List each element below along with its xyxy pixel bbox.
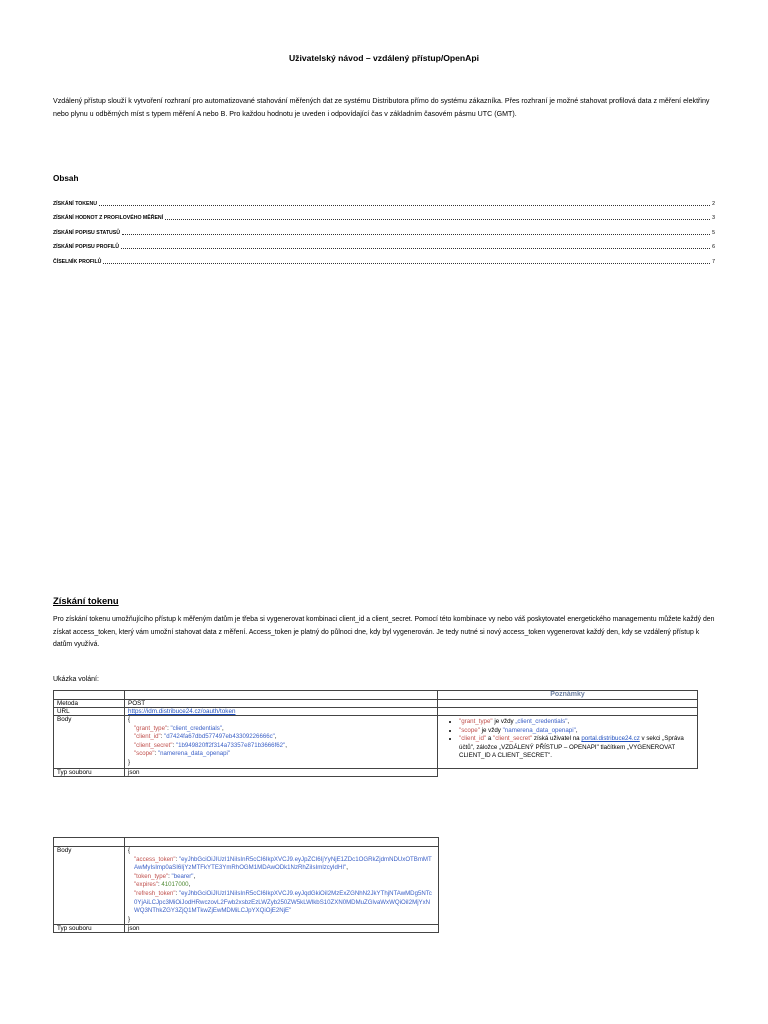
intro-paragraph: Vzdálený přístup slouží k vytvoření rozhraní pro automatizované stahování měřených dat ze systému Distributora přímo do systému zákazníka. Přes rozhraní je možné stahovat profilová data z měření elektřiny nebo plynu u odběrných míst s typem měření A nebo B. Pro každou hodnotu je uveden i odpovídající čas v základním časovém pásmu UTC (GMT).: [53, 97, 710, 118]
request-table: [53, 690, 698, 777]
toc-item-label: ZÍSKÁNÍ HODNOT Z PROFILOVÉHO MĚŘENÍ: [53, 215, 164, 221]
portal-link[interactable]: portal.distribuce24.cz: [581, 735, 640, 743]
json-line: "scope": "namerena_data_openapi": [134, 750, 231, 758]
url-link[interactable]: https://idm.distribuce24.cz/oauth/token: [128, 708, 236, 715]
json-line: "client_id": "d7424fa67dbd577497eb43309226666c",: [134, 733, 277, 741]
json-brace: {: [128, 847, 131, 854]
notes-empty-cell: [438, 700, 698, 708]
json-line: "refresh_token": "eyJhbGciOiJIUzI1NiIsInR5cCI6IkpXVCJ9.eyJqdGkiOiI2MzExZGNhN2JkYThjNTAwMDg5NTc0YjAiLCJpc3MiOiJodHRwczovL2Fwb2xsbzEzLWZyb250ZW5kLWlkbS10ZXN0MDMuZGlvaWxWQiOiI2MjYxNWQ3NThkZGY3ZjQ1MTkwZjEwMDMiLCJpYXQiOjE2NjE": [134, 889, 432, 915]
toc-item[interactable]: [53, 207, 715, 222]
toc-item-page: 3: [712, 215, 715, 221]
section-heading: Získání tokenu: [53, 595, 119, 606]
notes-empty-cell: [438, 768, 698, 776]
filetype-value: json: [125, 768, 438, 776]
header-empty-cell: [125, 838, 439, 847]
toc-item-page: 2: [712, 200, 715, 207]
toc-leader: [103, 263, 710, 264]
toc-leader: [122, 234, 710, 235]
json-brace: {: [128, 716, 131, 723]
json-line: "access_token": "eyJhbGciOiJIUzI1NiIsInR5cCI6IkpXVCJ9.eyJpZCI6IjYyNjE1ZDc1OGRkZjdmNDUxOTBmMTAwMyIsImp0aSI6IjYzMTFkYTE3YmRhOGM1MDAwODk1NzRhZiIsImlzcyIdHI",: [134, 855, 432, 872]
note-item: • "scope" je vždy "namerena_data_openapi",: [459, 727, 694, 736]
toc-item-label: ZÍSKÁNÍ TOKENU: [53, 200, 97, 207]
url-label: URL: [54, 708, 125, 716]
toc-item-label: ZÍSKÁNÍ POPISU PROFILŮ: [53, 244, 120, 250]
json-line: "token_type": "bearer",: [134, 872, 196, 880]
json-line: "grant_type": "client_credentials",: [134, 724, 224, 732]
note-item: • "client_id" a "client_secret" získá uživatel na portal.distribuce24.cz v sekci „Správa účtů", záložce „VZDÁLENÝ PŘÍSTUP – OPENAPI" tlačítkem „VYGENEROVAT CLIENT_ID A CLIENT_SECRET".: [459, 735, 694, 761]
json-line: "expires": 41017000,: [134, 881, 191, 889]
toc-item-page: 6: [712, 244, 715, 250]
toc-leader: [99, 205, 710, 206]
notes-cell: [438, 716, 698, 769]
header-empty-cell: [125, 691, 438, 700]
toc-item[interactable]: [53, 192, 715, 207]
url-value-cell: [125, 708, 438, 716]
toc-heading: Obsah: [53, 174, 79, 183]
response-body-json: [125, 847, 439, 925]
toc-item-page: 5: [712, 229, 715, 236]
body-label: Body: [54, 847, 125, 925]
toc-item-label: ČÍSELNÍK PROFILŮ: [53, 258, 102, 265]
toc-item[interactable]: [53, 250, 715, 265]
toc-item[interactable]: [53, 221, 715, 236]
table-of-contents: [53, 192, 715, 265]
json-brace: }: [128, 758, 131, 766]
toc-leader: [121, 248, 710, 249]
filetype-label: Typ souboru: [54, 768, 125, 776]
json-brace: }: [128, 915, 131, 923]
filetype-label: Typ souboru: [54, 925, 125, 933]
notes-empty-cell: [438, 708, 698, 716]
toc-item-label: ZÍSKÁNÍ POPISU STATUSŮ: [53, 229, 120, 236]
json-line: "client_secret": "1b949820ff2f314a73357e871b3666f62",: [134, 741, 287, 749]
header-empty-cell: [54, 838, 125, 847]
notes-list: [441, 718, 694, 761]
section-paragraph: Pro získání tokenu umožňujícího přístup k měřeným datům je třeba si vygenerovat kombinaci client_id a client_secret. Pomocí této kombinace vy nebo váš poskytovatel energetického managementu můžete každý den získat access_token, který vám umožní stahovat data z měření. Access_token je platný do půlnoci dne, kdy byl vygenerován. Je tedy nutné si nový access_token vygenerovat každý den, kdy se vzdálený přístup k datům využívá.: [53, 616, 715, 648]
note-item: • "grant_type" je vždy „client_credentials",: [459, 718, 694, 727]
notes-header: Poznámky: [438, 691, 698, 700]
page-title: Uživatelský návod – vzdálený přístup/OpenApi: [288, 53, 480, 63]
request-body-json: [125, 716, 438, 769]
filetype-value: json: [125, 925, 439, 933]
method-value: POST: [125, 700, 438, 708]
toc-leader: [165, 219, 710, 220]
toc-item-page: 7: [712, 258, 715, 265]
example-label: Ukázka volání:: [53, 676, 99, 683]
response-table: [53, 837, 439, 933]
method-label: Metoda: [54, 700, 125, 708]
toc-item[interactable]: [53, 236, 715, 251]
body-label: Body: [54, 716, 125, 769]
header-empty-cell: [54, 691, 125, 700]
